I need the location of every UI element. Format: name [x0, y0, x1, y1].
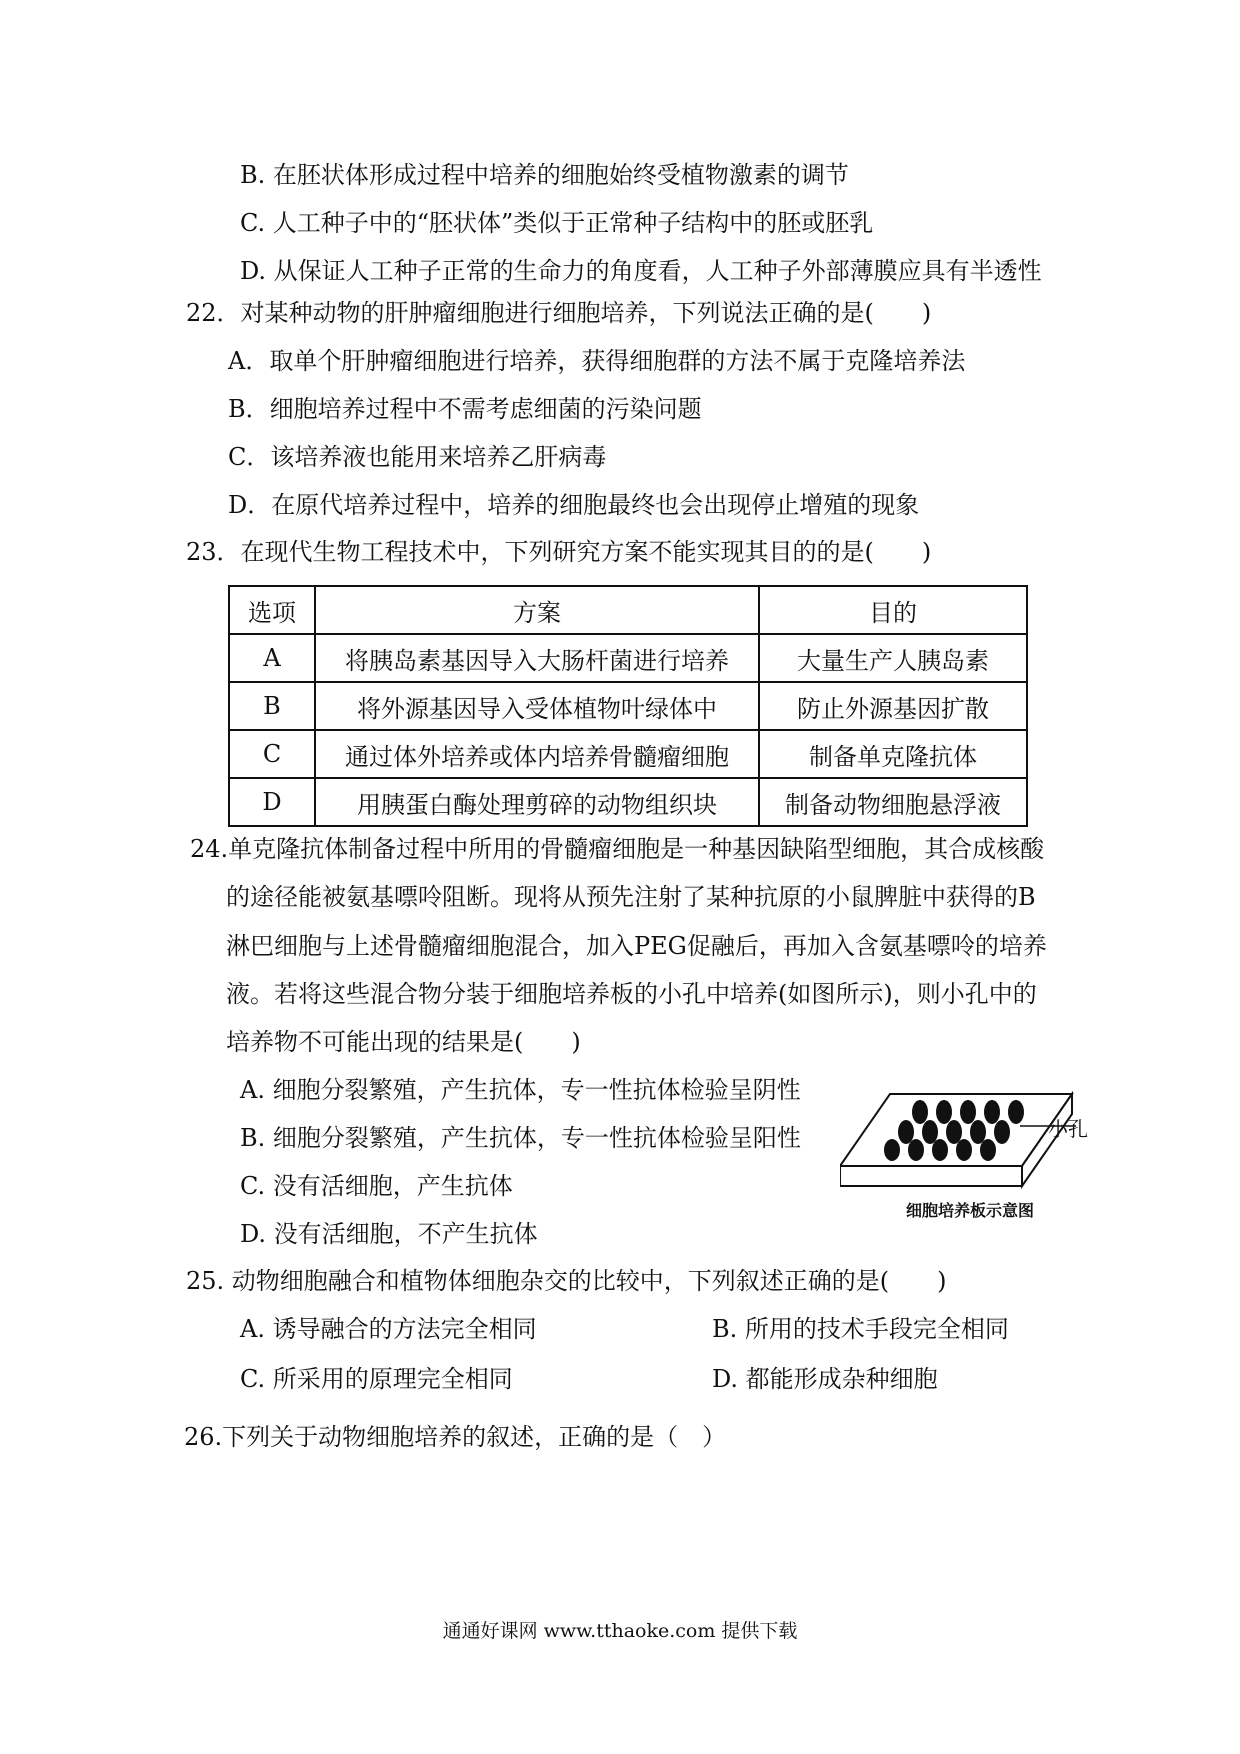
well-dot — [970, 1120, 986, 1144]
q24-option-a: A. 细胞分裂繁殖，产生抗体，专一性抗体检验呈阴性 — [240, 1076, 801, 1104]
table-header-row — [229, 586, 1027, 634]
table-cell: D — [229, 778, 315, 826]
table-header-cell: 方案 — [315, 586, 759, 634]
figure-label-small-hole: 小孔 — [1048, 1117, 1088, 1141]
q25-option-a: A. 诱导融合的方法完全相同 — [240, 1315, 537, 1343]
q24-stem-line-4: 液。若将这些混合物分装于细胞培养板的小孔中培养(如图所示)，则小孔中的 — [226, 980, 1037, 1008]
q25-option-b: B. 所用的技术手段完全相同 — [712, 1315, 1009, 1343]
q24-stem-line-2: 的途径能被氨基嘌呤阻断。现将从预先注射了某种抗原的小鼠脾脏中获得的B — [226, 883, 1036, 911]
well-dot — [980, 1139, 996, 1161]
q22-option-c: C．该培养液也能用来培养乙肝病毒 — [228, 443, 607, 471]
table-cell: 大量生产人胰岛素 — [759, 634, 1027, 682]
q24-option-d: D. 没有活细胞，不产生抗体 — [240, 1220, 538, 1248]
q24-stem-line-5: 培养物不可能出现的结果是( ) — [226, 1028, 581, 1056]
q26-stem: 26.下列关于动物细胞培养的叙述，正确的是（ ） — [184, 1423, 727, 1451]
q25-option-d: D. 都能形成杂种细胞 — [712, 1365, 938, 1393]
well-dot — [1008, 1100, 1024, 1124]
q21-option-c: C. 人工种子中的“胚状体”类似于正常种子结构中的胚或胚乳 — [240, 209, 874, 237]
table-cell: A — [229, 634, 315, 682]
well-dot — [936, 1100, 952, 1124]
q21-option-d: D. 从保证人工种子正常的生命力的角度看，人工种子外部薄膜应具有半透性 — [240, 257, 1042, 285]
table-cell: C — [229, 730, 315, 778]
q21-option-b: B. 在胚状体形成过程中培养的细胞始终受植物激素的调节 — [240, 161, 849, 189]
table-row — [229, 778, 1027, 826]
table-row — [229, 730, 1027, 778]
table-cell: 用胰蛋白酶处理剪碎的动物组织块 — [315, 778, 759, 826]
page-footer: 通通好课网 www.tthaoke.com 提供下载 — [442, 1620, 798, 1642]
q22-option-a: A．取单个肝肿瘤细胞进行培养，获得细胞群的方法不属于克隆培养法 — [228, 347, 966, 375]
well-dot — [994, 1120, 1010, 1144]
table-cell: B — [229, 682, 315, 730]
well-dot — [984, 1100, 1000, 1124]
table-header-cell: 选项 — [229, 586, 315, 634]
well-dot — [884, 1139, 900, 1161]
well-dot — [960, 1100, 976, 1124]
q25-stem: 25. 动物细胞融合和植物体细胞杂交的比较中，下列叙述正确的是( ) — [186, 1267, 947, 1295]
table-cell: 通过体外培养或体内培养骨髓瘤细胞 — [315, 730, 759, 778]
well-dot — [898, 1120, 914, 1144]
well-dot — [908, 1139, 924, 1161]
q23-table — [228, 585, 1028, 827]
well-dot — [912, 1100, 928, 1124]
well-dot — [922, 1120, 938, 1144]
well-dot — [956, 1139, 972, 1161]
table-cell: 将外源基因导入受体植物叶绿体中 — [315, 682, 759, 730]
well-dot — [946, 1120, 962, 1144]
well-dot — [932, 1139, 948, 1161]
table-row — [229, 634, 1027, 682]
table-cell: 制备单克隆抗体 — [759, 730, 1027, 778]
q22-stem: 22．对某种动物的肝肿瘤细胞进行细胞培养，下列说法正确的是( ) — [186, 299, 932, 327]
q24-stem-line-1: 24.单克隆抗体制备过程中所用的骨髓瘤细胞是一种基因缺陷型细胞，其合成核酸 — [190, 835, 1045, 863]
q24-option-b: B. 细胞分裂繁殖，产生抗体，专一性抗体检验呈阳性 — [240, 1124, 801, 1152]
table-cell: 制备动物细胞悬浮液 — [759, 778, 1027, 826]
q24-stem-line-3: 淋巴细胞与上述骨髓瘤细胞混合，加入PEG促融后，再加入含氨基嘌呤的培养 — [226, 932, 1047, 960]
table-row — [229, 682, 1027, 730]
q25-option-c: C. 所采用的原理完全相同 — [240, 1365, 513, 1393]
table-cell: 防止外源基因扩散 — [759, 682, 1027, 730]
q23-stem: 23．在现代生物工程技术中，下列研究方案不能实现其目的的是( ) — [186, 538, 932, 566]
table-header-cell: 目的 — [759, 586, 1027, 634]
table-cell: 将胰岛素基因导入大肠杆菌进行培养 — [315, 634, 759, 682]
q24-option-c: C. 没有活细胞，产生抗体 — [240, 1172, 513, 1200]
figure-caption: 细胞培养板示意图 — [906, 1201, 1035, 1220]
q22-option-b: B．细胞培养过程中不需考虑细菌的污染问题 — [228, 395, 702, 423]
q22-option-d: D．在原代培养过程中，培养的细胞最终也会出现停止增殖的现象 — [228, 491, 920, 519]
